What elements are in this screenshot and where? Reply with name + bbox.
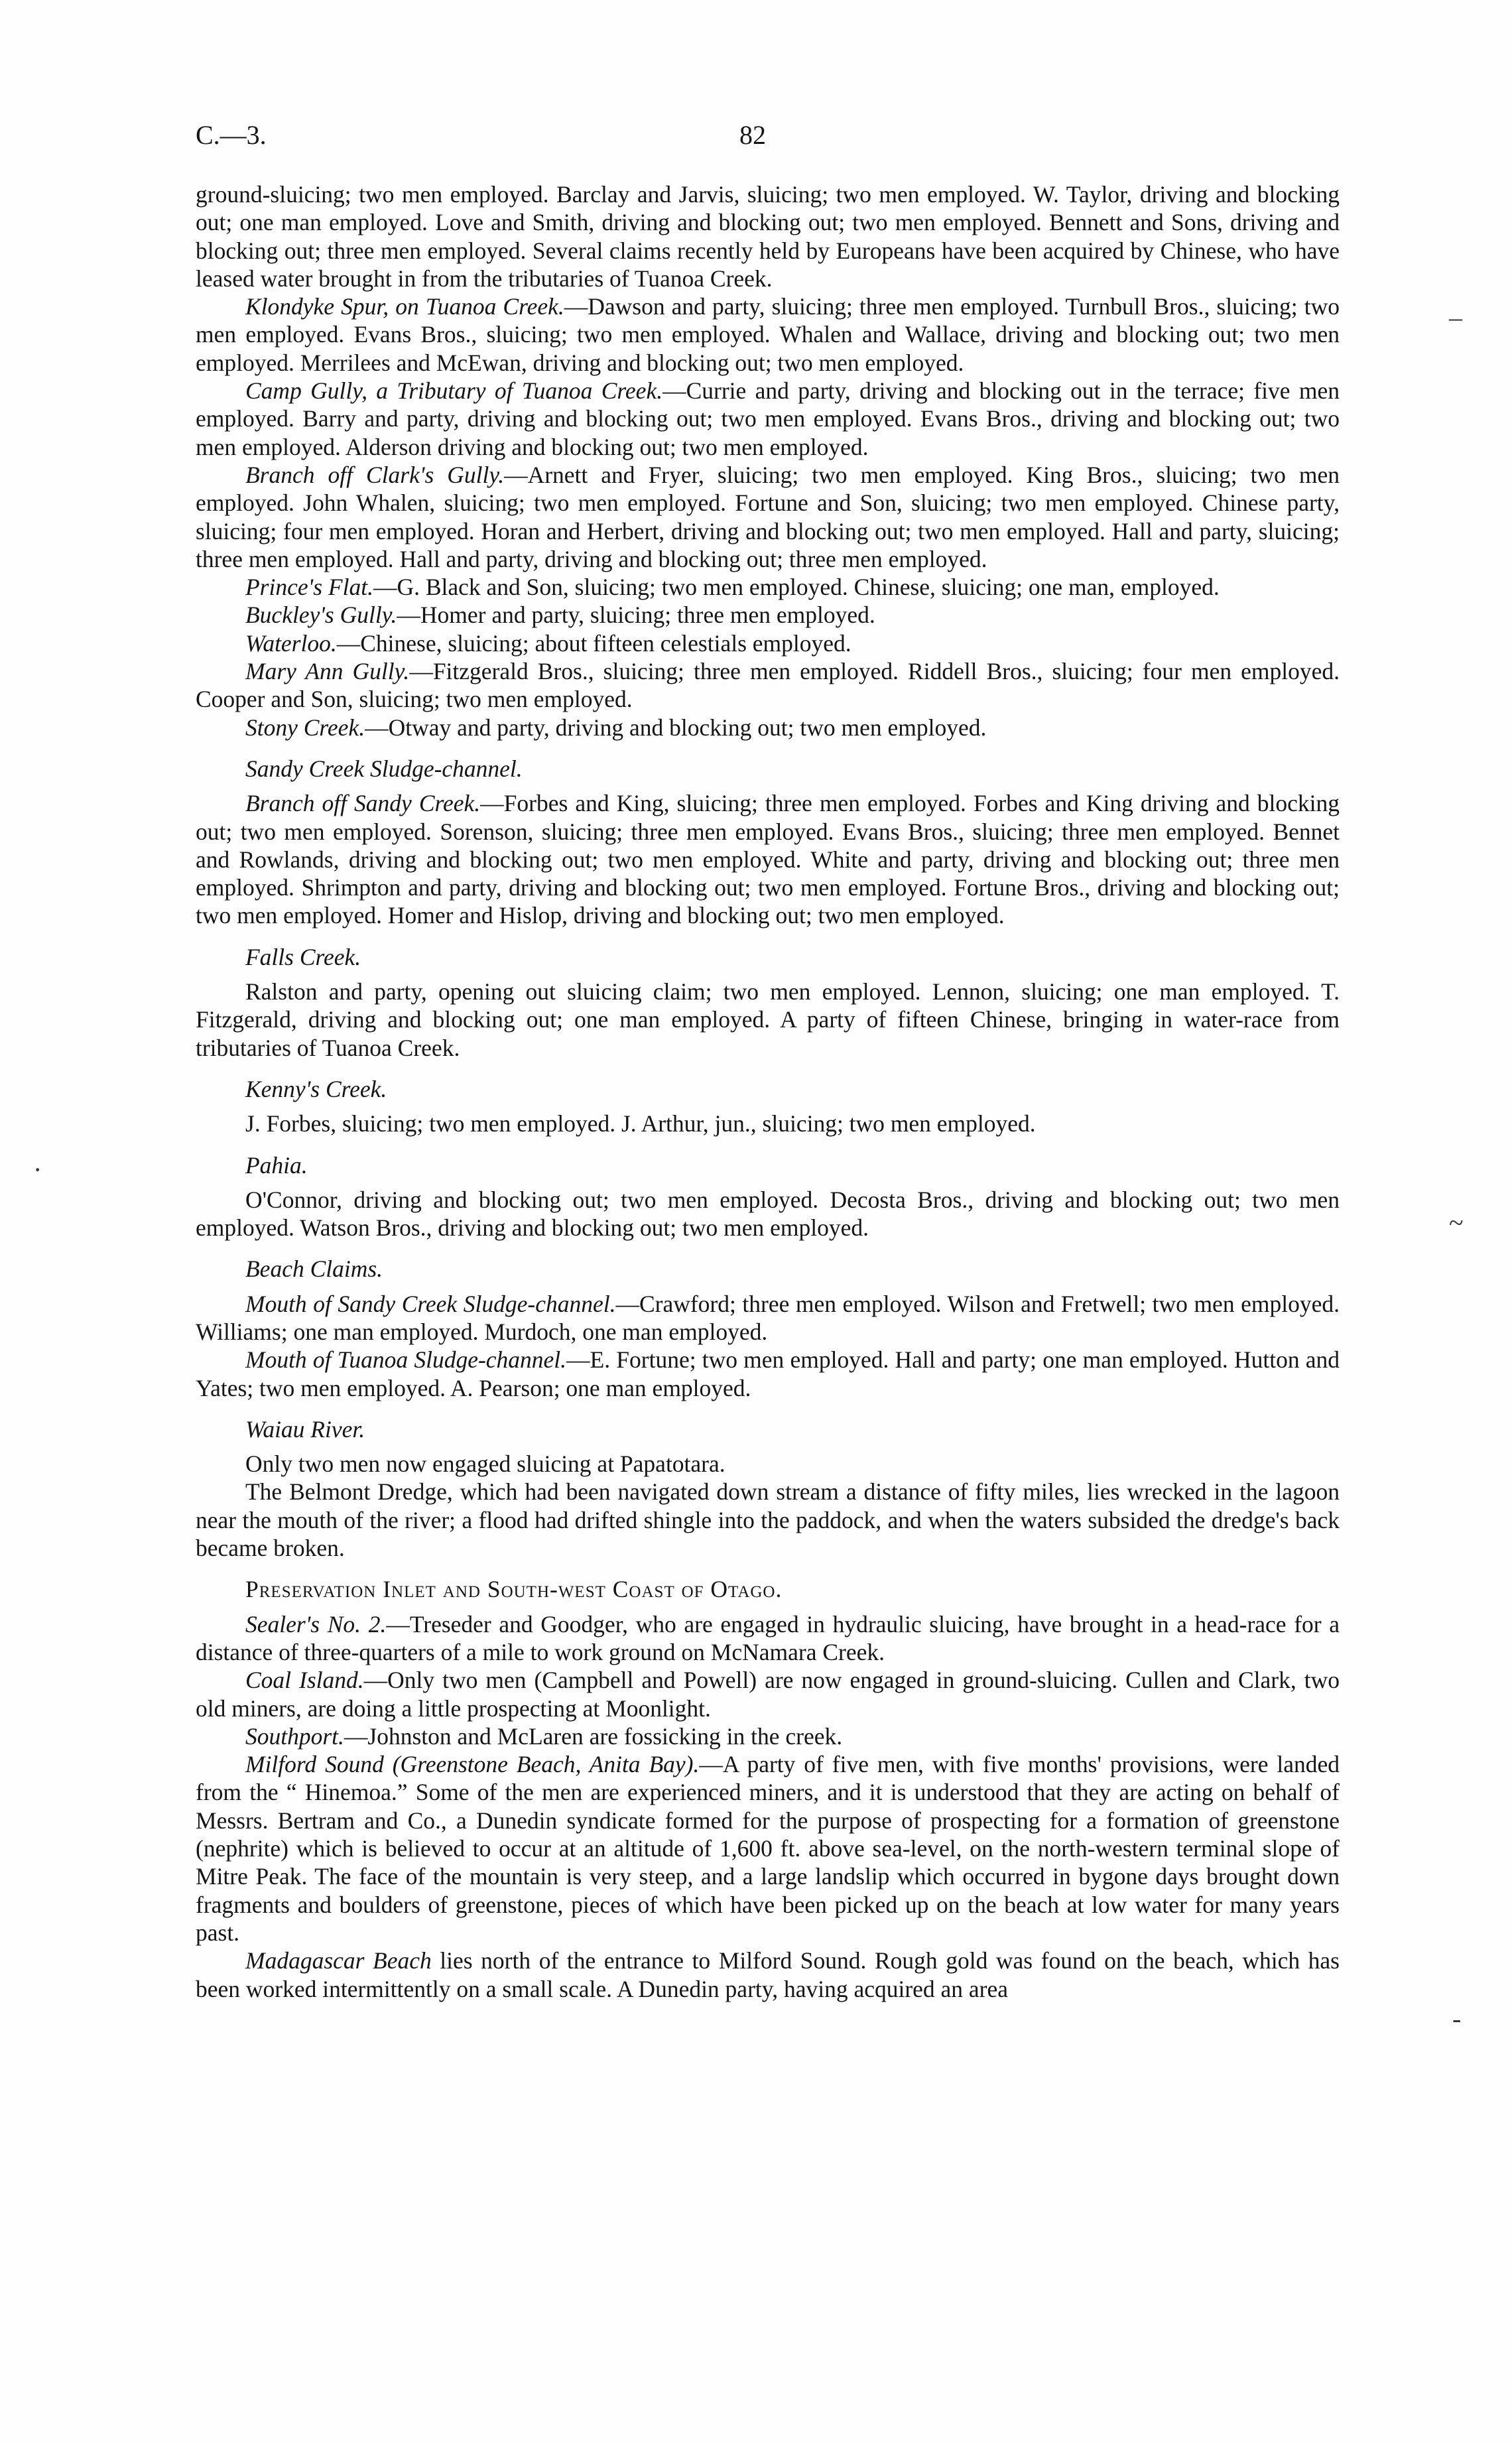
locality-name: Sealer's No. 2. xyxy=(245,1610,387,1638)
paragraph-text: —Johnston and McLaren are fossicking in the creek. xyxy=(344,1722,843,1750)
locality-name: Waterloo. xyxy=(245,629,337,657)
paragraph xyxy=(196,657,1340,714)
paragraph xyxy=(196,180,1340,292)
paragraph-text: —Only two men (Campbell and Powell) are now engaged in ground-sluicing. Cullen and Clark, two old miners, are doing a little prospecting at Moonlight. xyxy=(196,1667,1340,1722)
locality-name: Southport. xyxy=(245,1722,344,1750)
paragraph xyxy=(196,1750,1340,1947)
paragraph-text: —Dawson and party, sluicing; three men employed. Turnbull Bros., sluicing; two men employed. Evans Bros., sluicing; two men employed. Whalen and Wallace, driving and blocking out; two men employed. Merrilees and McEwan, driving and blocking out; two men employed. xyxy=(196,293,1340,376)
section-heading: Pahia. xyxy=(245,1151,308,1179)
margin-mark: · xyxy=(33,1155,42,1185)
paragraph-text: —Fitzgerald Bros., sluicing; three men employed. Riddell Bros., sluicing; four men employed. Cooper and Son, sluicing; two men employed. xyxy=(196,658,1340,713)
paragraph-text: —A party of five men, with five months' provisions, were landed from the “ Hinemoa.” Some of the men are experienced miners, and it is understood that they are acting on behalf of Messrs. Bertram and Co., a Dunedin syndicate formed for the purpose of prospecting for a formation of greenstone (nephrite) which is believed to occur at an altitude of 1,600 ft. above sea-level, on the north-western terminal slope of Mitre Peak. The face of the mountain is very steep, and a large landslip which occurred in bygone days brought down fragments and boulders of greenstone, pieces of which have been picked up on the beach at low water for many years past. xyxy=(196,1751,1340,1946)
paragraph-text: Ralston and party, opening out sluicing claim; two men employed. Lennon, sluicing; one man employed. T. Fitzgerald, driving and blocking out; one man employed. A party of fifteen Chinese, bringing in water-race from tributaries of Tuanoa Creek. xyxy=(196,978,1340,1061)
paragraph-text: —Chinese, sluicing; about fifteen celestials employed. xyxy=(336,629,851,657)
paragraph-text: Only two men now engaged sluicing at Papatotara. xyxy=(245,1450,725,1478)
locality-name: Prince's Flat. xyxy=(245,574,373,601)
paragraph xyxy=(196,789,1340,929)
locality-name: Buckley's Gully. xyxy=(245,602,397,629)
body-text xyxy=(196,180,1340,2003)
paragraph xyxy=(196,1110,1340,1137)
paragraph xyxy=(196,1722,1340,1750)
section-heading: Falls Creek. xyxy=(245,943,361,970)
paragraph xyxy=(196,1947,1340,2003)
paragraph-text: —Forbes and King, sluicing; three men employed. Forbes and King driving and blocking out; two men employed. Sorenson, sluicing; three men employed. Evans Bros., sluicing; three men employed. Bennet and Rowlands, driving and blocking out; two men employed. White and party, driving and blocking out; three men employed. Shrimpton and party, driving and blocking out; two men employed. Fortune Bros., driving and blocking out; two men employed. Homer and Hislop, driving and blocking out; two men employed. xyxy=(196,790,1340,929)
paragraph xyxy=(196,461,1340,573)
locality-name: Mouth of Tuanoa Sludge-channel. xyxy=(245,1346,567,1374)
paragraph xyxy=(196,292,1340,377)
paragraph-text: —Treseder and Goodger, who are engaged in hydraulic sluicing, have brought in a head-race for a distance of three-quarters of a mile to work ground on McNamara Creek. xyxy=(196,1610,1340,1665)
paragraph xyxy=(196,573,1340,601)
paragraph xyxy=(196,1186,1340,1242)
margin-mark: – xyxy=(1449,302,1462,332)
paragraph-text: —Otway and party, driving and blocking out; two men employed. xyxy=(365,714,987,741)
paragraph xyxy=(196,1290,1340,1346)
locality-name: Klondyke Spur, on Tuanoa Creek. xyxy=(245,293,564,320)
section-heading: Kenny's Creek. xyxy=(245,1075,387,1102)
paragraph xyxy=(196,978,1340,1062)
locality-name: Branch off Clark's Gully. xyxy=(245,461,505,488)
margin-mark: - xyxy=(1452,2004,1462,2033)
paragraph xyxy=(196,1666,1340,1722)
paragraph xyxy=(196,1610,1340,1667)
locality-name: Mouth of Sandy Creek Sludge-channel. xyxy=(245,1290,616,1317)
paragraph xyxy=(196,377,1340,461)
paragraph-text: —Arnett and Fryer, sluicing; two men employed. King Bros., sluicing; two men employed. John Whalen, sluicing; two men employed. Fortune and Son, sluicing; two men employed. Chinese party, sluicing; four men employed. Horan and Herbert, driving and blocking out; two men employed. Hall and party, sluicing; three men employed. Hall and party, driving and blocking out; three men employed. xyxy=(196,461,1340,572)
margin-mark: ~ xyxy=(1449,1208,1464,1238)
paragraph-text: lies north of the entrance to Milford Sound. Rough gold was found on the beach, which has been worked intermittently on a small scale. A Dunedin party, having acquired an area xyxy=(196,1947,1340,2002)
paragraph-text: —Crawford; three men employed. Wilson and Fretwell; two men employed. Williams; one man employed. Murdoch, one man employed. xyxy=(196,1290,1340,1345)
paragraph-text: O'Connor, driving and blocking out; two men employed. Decosta Bros., driving and blocking out; two men employed. Watson Bros., driving and blocking out; two men employed. xyxy=(196,1186,1340,1242)
paragraph-text: ground-sluicing; two men employed. Barclay and Jarvis, sluicing; two men employed. W. Taylor, driving and blocking out; one man employed. Love and Smith, driving and blocking out; two men employed. Bennett and Sons, driving and blocking out; three men employed. Several claims recently held by Europeans have been acquired by Chinese, who have leased water brought in from the tributaries of Tuanoa Creek. xyxy=(196,181,1340,292)
paragraph-text: —Currie and party, driving and blocking out in the terrace; five men employed. Barry and party, driving and blocking out; two men employed. Evans Bros., driving and blocking out; two men employed. Alderson driving and blocking out; two men employed. xyxy=(196,377,1340,460)
paragraph-text: —Homer and party, sluicing; three men employed. xyxy=(397,602,875,629)
paragraph xyxy=(196,601,1340,629)
locality-name: Coal Island. xyxy=(245,1667,364,1694)
locality-name: Camp Gully, a Tributary of Tuanoa Creek. xyxy=(245,377,663,405)
paragraph xyxy=(196,1346,1340,1402)
page-header xyxy=(196,119,1340,159)
page-number: 82 xyxy=(739,120,766,150)
locality-name: Stony Creek. xyxy=(245,714,365,741)
paragraph xyxy=(196,714,1340,741)
section-heading: Waiau River. xyxy=(245,1415,365,1443)
locality-name: Madagascar Beach xyxy=(245,1947,432,1974)
paragraph-text: —E. Fortune; two men employed. Hall and party; one man employed. Hutton and Yates; two men employed. A. Pearson; one man employed. xyxy=(196,1346,1340,1401)
paragraph xyxy=(196,1478,1340,1562)
report-reference: C.—3. xyxy=(196,120,267,150)
paragraph-text: The Belmont Dredge, which had been navigated down stream a distance of fifty miles, lies wrecked in the lagoon near the mouth of the river; a flood had drifted shingle into the paddock, and when the waters subsided the dredge's back became broken. xyxy=(196,1478,1340,1562)
locality-name: Branch off Sandy Creek. xyxy=(245,790,481,817)
section-heading: Sandy Creek Sludge-channel. xyxy=(245,755,523,782)
paragraph xyxy=(196,1450,1340,1478)
locality-name: Mary Ann Gully. xyxy=(245,658,410,685)
paragraph-text: J. Forbes, sluicing; two men employed. J. Arthur, jun., sluicing; two men employed. xyxy=(245,1110,1036,1137)
paragraph-text: —G. Black and Son, sluicing; two men employed. Chinese, sluicing; one man, employed. xyxy=(373,574,1220,601)
section-heading: Preservation Inlet and South-west Coast of Otago. xyxy=(245,1576,783,1603)
paragraph xyxy=(196,629,1340,657)
section-heading: Beach Claims. xyxy=(245,1255,383,1283)
locality-name: Milford Sound (Greenstone Beach, Anita Bay). xyxy=(245,1751,700,1778)
